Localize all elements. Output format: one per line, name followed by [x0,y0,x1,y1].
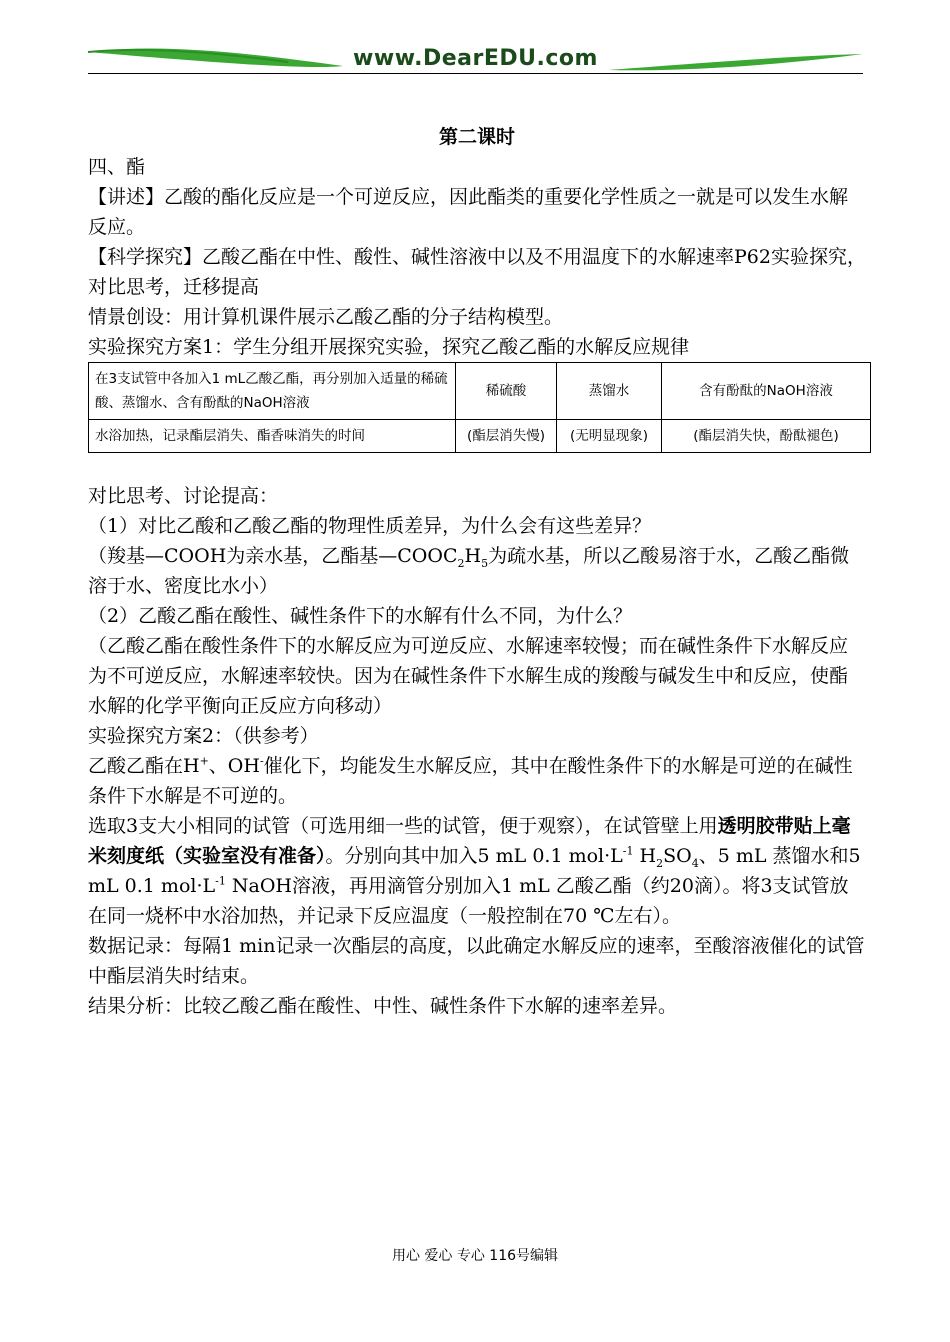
table-row [89,420,871,453]
catalysis-paragraph [88,751,866,811]
site-header-banner [88,40,863,80]
spacer [88,453,866,481]
text-run: H [633,845,657,867]
superscript: -1 [622,844,634,858]
question-1: （1）对比乙酸和乙酸乙酯的物理性质差异，为什么会有这些差异？ [88,515,652,537]
header-rule [88,73,863,74]
result-paragraph: 结果分析：比较乙酸乙酯在酸性、中性、碱性条件下水解的速率差异。 [88,995,678,1017]
text-run: 为疏水基，所以乙酸易溶于水，乙酸乙酯微溶于水、密度比水小） [88,545,850,597]
table-row [89,363,871,420]
data-record-paragraph: 数据记录：每隔1 min记录一次酯层的高度，以此确定水解反应的速率，至酸溶液催化的试管中酯层消失时结束。 [88,935,865,987]
text-run: 选取3支大小相同的试管（可选用细一些的试管，便于观察），在试管壁上用 [88,815,718,837]
table-cell: 蒸馏水 [557,363,662,420]
discussion-heading: 对比思考、讨论提高： [88,485,279,507]
document-body [88,122,866,1021]
subscript: 5 [481,556,489,570]
text-run: 。分别向其中加入5 mL 0.1 mol·L [325,845,623,867]
subscript: 4 [691,856,699,870]
text-run: 、5 mL 蒸馏水和5 mL 0.1 mol·L [88,845,861,897]
table-cell: 在3支试管中各加入1 mL乙酸乙酯，再分别加入适量的稀硫酸、蒸馏水、含有酚酞的NaOH溶液 [89,363,456,420]
superscript: -1 [215,874,226,888]
text-run: 乙酸乙酯在H [88,755,200,777]
text-run: SO [663,845,692,867]
text-run: H [464,545,482,567]
plan2-paragraph: 实验探究方案2：（供参考） [88,725,319,747]
answer-2: （乙酸乙酯在酸性条件下的水解反应为可逆反应、水解速率较慢；而在碱性条件下水解反应为不可逆反应，水解速率较快。因为在碱性条件下水解生成的羧酸与碱发生中和反应，使酯水解的化学平衡向正反应方向移动） [88,635,849,717]
subscript: 2 [457,556,465,570]
site-logo-text[interactable]: www.DearEDU.com [353,46,598,71]
page-footer: 用心 爱心 专心 116号编辑 [391,1248,559,1264]
plan1-paragraph: 实验探究方案1：学生分组开展探究实验，探究乙酸乙酯的水解反应规律 [88,336,690,358]
question-2: （2）乙酸乙酯在酸性、碱性条件下的水解有什么不同，为什么？ [88,605,633,627]
answer-1 [88,541,866,601]
scenario-paragraph: 情景创设：用计算机课件展示乙酸乙酯的分子结构模型。 [88,306,564,328]
table-cell: 稀硫酸 [456,363,557,420]
procedure-paragraph [88,811,866,931]
lecture-paragraph: 【讲述】乙酸的酯化反应是一个可逆反应，因此酯类的重要化学性质之一就是可以发生水解反应。 [88,186,849,238]
page-title: 第二课时 [438,126,515,148]
text-run: 催化下，均能发生水解反应，其中在酸性条件下的水解是可逆的在碱性条件下水解是不可逆的。 [88,755,853,807]
table-cell: 含有酚酞的NaOH溶液 [662,363,871,420]
text-run: （羧基—COOH为亲水基，乙酯基—COOC [88,545,458,567]
subscript: 2 [656,856,664,870]
experiment-table [88,362,871,453]
section-heading: 四、酯 [88,156,146,178]
inquiry-paragraph: 【科学探究】乙酸乙酯在中性、酸性、碱性溶液中以及不用温度下的水解速率P62实验探究，对比思考，迁移提高 [88,246,866,298]
table-cell: 水浴加热，记录酯层消失、酯香味消失的时间 [89,420,456,453]
superscript: + [199,754,209,768]
text-run: NaOH溶液，再用滴管分别加入1 mL 乙酸乙酯（约20滴）。将3支试管放在同一烧杯中水浴加热，并记录下反应温度（一般控制在70 ℃左右）。 [88,875,849,927]
table-cell: (酯层消失慢) [456,420,557,453]
superscript: - [259,754,264,768]
table-cell: (无明显现象) [557,420,662,453]
table-cell: (酯层消失快，酚酞褪色) [662,420,871,453]
bold-text-run: 透明胶带贴上毫米刻度纸（实验室没有准备） [88,815,851,867]
text-run: 、OH [208,755,260,777]
